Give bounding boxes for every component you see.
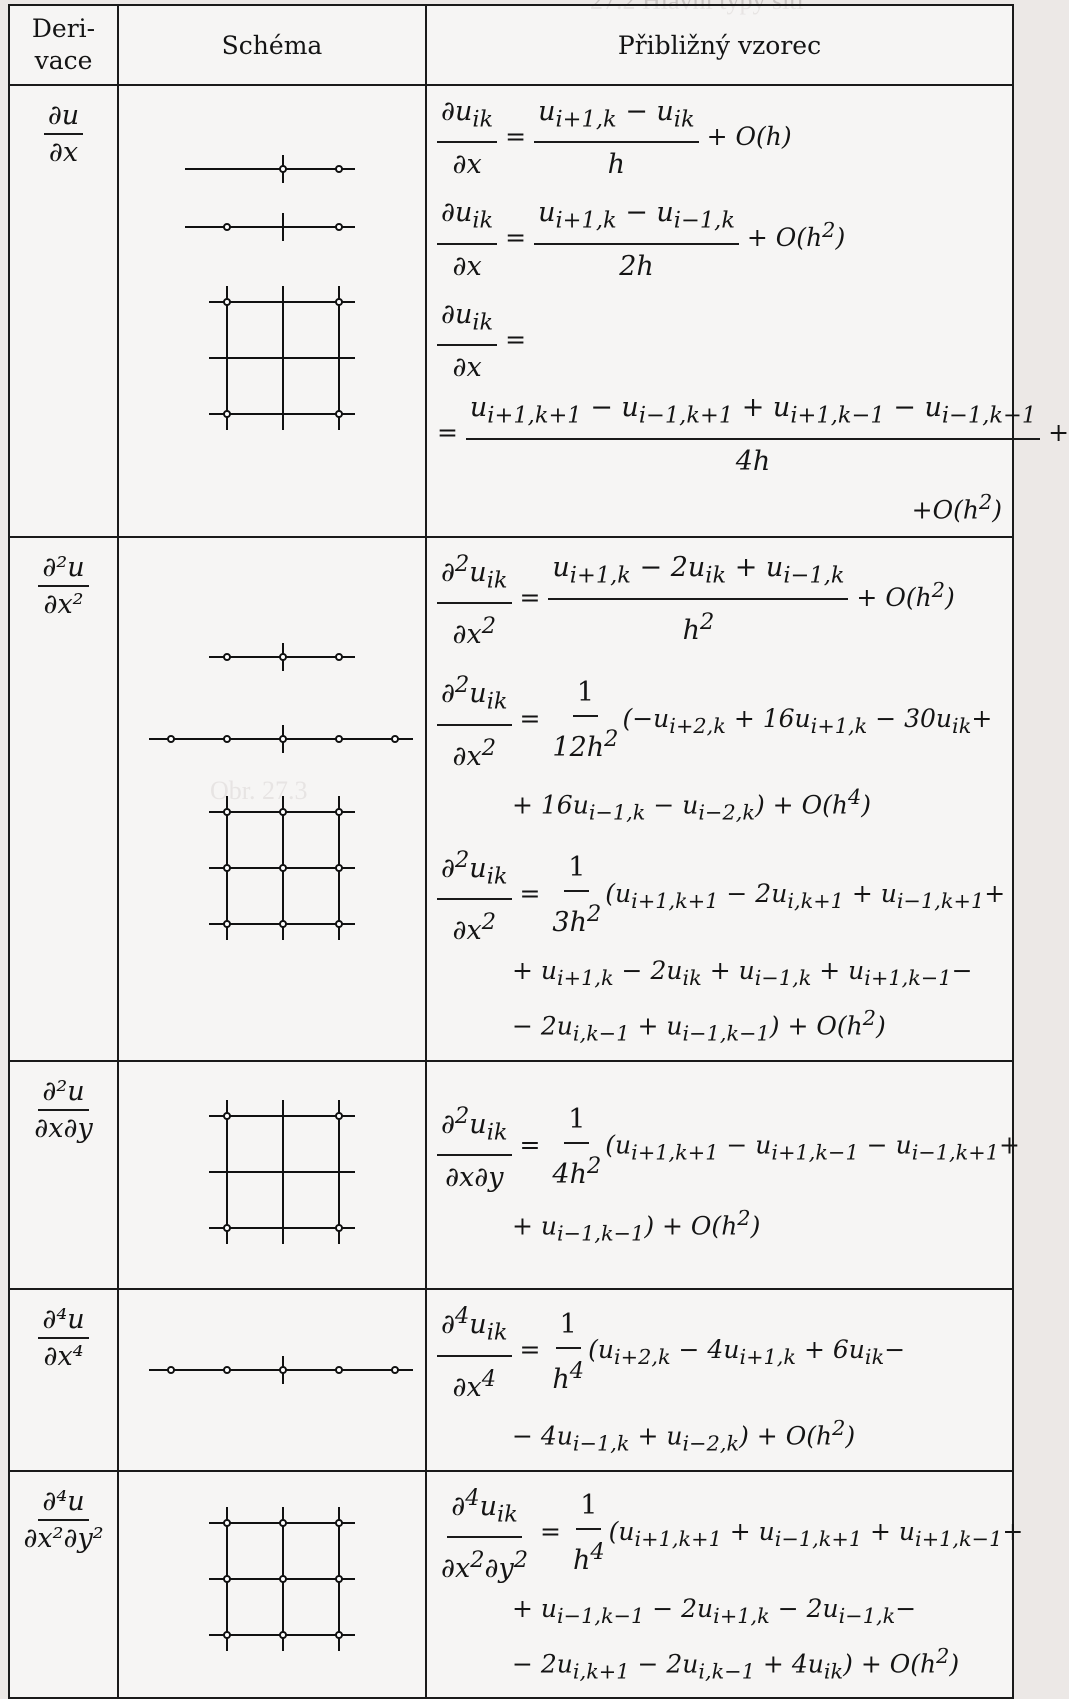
stencil-diagram — [119, 1290, 427, 1470]
schema-cell — [118, 1471, 426, 1699]
schema-cell — [118, 85, 426, 537]
derivative-cell: $\frac{\text{∂⁴u}}{\text{∂x⁴}}$ — [9, 1289, 118, 1471]
formula-continuation: + $u_{i-1,k-1}) + O(h^2)$ — [512, 1206, 761, 1246]
table-row — [9, 1289, 1013, 1471]
formula-continuation: + $u_{i-1,k-1} - 2u_{i+1,k} - 2u_{i-1,k}-$ — [512, 1594, 917, 1629]
derivative-cell: $\frac{\text{∂²u}}{\partial x\partial y}$ — [9, 1061, 118, 1289]
formula: $\frac{\partial u_{ik}}{\partial x}$ = $\frac{u_{i+1,k} - u_{ik}}{h}$ + O(h) — [437, 92, 1002, 185]
schema-cell — [118, 1061, 426, 1289]
formula-continuation: + $u_{i+1,k} - 2u_{ik} + u_{i-1,k} + u_{i+1,k-1}-$ — [512, 956, 973, 991]
formula-continuation: $+O(h^2)$ — [911, 489, 1002, 524]
formula: $\frac{\partial u_{ik}}{\partial x}$ = $\frac{u_{i+1,k} - u_{i-1,k}}{2h}$ + $O(h^2)$ — [437, 193, 1002, 286]
formula: $\frac{\partial^2u_{ik}}{\partial x\partial y}$ = $\frac{1}{4h^2}$ ($u_{i+1,k+1} - u_{i+1,k-1} - u_{i-1,k+1}+$ — [437, 1096, 1002, 1198]
formula-cell — [426, 85, 1069, 537]
table-row — [9, 1471, 1013, 1699]
formula-continuation: − $4u_{i-1,k} + u_{i-2,k}) + O(h^2)$ — [512, 1415, 856, 1456]
header-derivation: Deri- vace — [9, 5, 118, 85]
formula: $\frac{\partial^4u_{ik}}{\partial x^2\partial y^2}$ = $\frac{1}{h^4}$ ($u_{i+1,k+1} + u_{i-1,k+1} + u_{i+1,k-1}+$ — [437, 1478, 1002, 1589]
table-row — [9, 537, 1013, 1061]
formula: $\frac{\partial^2u_{ik}}{\partial x^2}$ = $\frac{1}{3h^2}$ ($u_{i+1,k+1} - 2u_{i,k+1} + u_{i-1,k+1}+$ — [437, 840, 1002, 951]
table-header-row — [9, 5, 1013, 85]
finite-difference-table — [8, 4, 1069, 1699]
schema-cell — [118, 1289, 426, 1471]
formula: $\frac{\partial u_{ik}}{\partial x}$ = — [437, 295, 1002, 388]
formula-cell — [426, 1471, 1024, 1699]
header-formula: Přibližný vzorec — [426, 5, 1013, 85]
formula: $\frac{\partial^2u_{ik}}{\partial x^2}$ = $\frac{1}{12h^2}$ ($-u_{i+2,k} + 16u_{i+1,k} - 30u_{ik}+$ — [437, 665, 1002, 776]
stencil-diagram — [119, 600, 427, 998]
formula: $\frac{\partial^4u_{ik}}{\partial x^4}$ = $\frac{1}{h^4}$ ($u_{i+2,k} - 4u_{i+1,k} + 6u_{ik}-$ — [437, 1296, 1002, 1407]
formula-cell — [426, 1061, 1020, 1289]
stencil-diagram — [119, 138, 427, 484]
formula-continuation: − $2u_{i,k-1} + u_{i-1,k-1}) + O(h^2)$ — [512, 1006, 886, 1046]
formula: $\frac{\partial^2u_{ik}}{\partial x^2}$ = $\frac{u_{i+1,k} - 2u_{ik} + u_{i-1,k}}{h^2}$ + $O(h^2)$ — [437, 544, 1002, 655]
schema-cell — [118, 537, 426, 1061]
table-row — [9, 85, 1013, 537]
formula-cell — [426, 1289, 1013, 1471]
derivative-cell: $\frac{\text{∂²u}}{\text{∂x²}}$ — [9, 537, 118, 1061]
derivative-cell: $\frac{\text{∂⁴u}}{\text{∂x²∂y²}}$ — [9, 1471, 118, 1699]
stencil-diagram — [119, 1473, 427, 1697]
table-row — [9, 1061, 1013, 1289]
formula-continuation: = $\frac{u_{i+1,k+1} - u_{i-1,k+1} + u_{i+1,k-1} - u_{i-1,k-1}}{4h}$ + — [437, 388, 1002, 481]
header-schema: Schéma — [118, 5, 426, 85]
formula-continuation: − $2u_{i,k+1} - 2u_{i,k-1} + 4u_{ik}) + O(h^2)$ — [512, 1644, 960, 1684]
stencil-diagram — [119, 1062, 427, 1288]
derivative-cell: $\frac{\partial u}{\partial x}$ — [9, 85, 118, 537]
formula-continuation: + $16u_{i-1,k} - u_{i-2,k}) + O(h^4)$ — [512, 784, 871, 824]
formula-cell — [426, 537, 1013, 1061]
